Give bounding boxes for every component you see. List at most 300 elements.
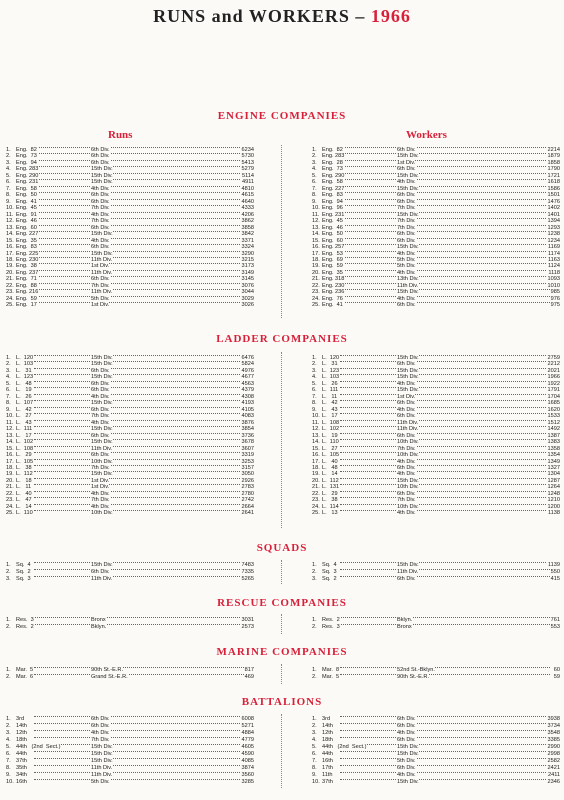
unit-name: L. 114 [322,503,339,510]
leader-dots [34,199,244,200]
count-value: 550 [550,569,560,575]
division: 7th Div. [397,224,416,231]
count-value: 4379 [241,387,254,394]
division: 4th Div. [397,458,416,465]
leader-dots [340,225,550,226]
division: 11th Div. [91,289,113,296]
division: 11th Div. [397,569,419,575]
division: 90th St.-E.R. [397,674,430,680]
unit-name: L. 120 [16,355,34,361]
rank-number: 14. [312,439,320,446]
count-value: 3149 [241,269,254,276]
division: 4th Div. [91,185,110,192]
count-value: 5730 [241,153,254,160]
leader-dots [340,751,550,752]
unit-name: Eng. 53 [322,250,343,257]
leader-dots [340,276,550,277]
leader-dots [340,459,550,460]
rank-number: 2. [6,153,11,160]
leader-dots [340,491,550,492]
unit-name: L. 38 [322,497,338,504]
rank-number: 9. [312,198,317,205]
division: 15th Div. [397,244,419,251]
rank-number: 8. [6,400,11,407]
unit-name: 35th [16,765,27,771]
unit-name: L. 19 [16,387,32,394]
leader-dots [340,758,550,759]
unit-name: Eng. 41 [322,302,343,309]
rank-number: 22. [312,282,320,289]
division: 6th Div. [91,147,110,153]
rank-number: 18. [312,464,320,471]
rank-number: 22. [6,490,14,497]
unit-name: L. 31 [322,361,338,368]
leader-dots [340,504,550,505]
rank-number: 2. [312,569,317,575]
count-value: 976 [550,295,560,302]
rank-number: 9. [312,406,317,413]
division: 7th Div. [91,282,110,289]
division: 11th Div. [91,772,113,778]
rank-number: 5. [312,380,317,387]
unit-name: Sq. 3 [16,576,31,582]
unit-name: Eng. 58 [16,185,37,192]
rank-number: 3. [6,159,11,166]
leader-dots [340,484,550,485]
leader-dots [34,674,244,675]
unit-name: Eng. 227 [16,231,39,238]
leader-dots [340,212,550,213]
rank-number: 8. [312,400,317,407]
count-value: 2780 [241,490,254,497]
list-item [312,576,560,583]
list-item [6,576,254,583]
leader-dots [34,667,244,668]
unit-name: L. 31 [16,367,32,374]
count-value: 2214 [547,147,560,153]
marine-heading: MARINE COMPANIES [216,646,348,658]
count-value: 1402 [547,205,560,212]
division: 4th Div. [91,393,110,400]
count-value: 2664 [241,503,254,510]
division: 7th Div. [91,464,110,471]
division: 15th Div. [397,562,419,568]
count-value: 4206 [241,211,254,218]
unit-name: L. 11 [16,484,32,491]
leader-dots [34,433,244,434]
division: 7th Div. [397,218,416,225]
count-value: 7335 [241,569,254,575]
rank-number: 14. [6,439,14,446]
leader-dots [34,218,244,219]
count-value: 2021 [547,367,560,374]
unit-name: 11th [322,772,333,778]
division: 6th Div. [397,413,416,420]
division: 11th Div. [397,419,419,426]
unit-name: Mar. 6 [16,674,34,680]
count-value: 1966 [547,374,560,381]
unit-name: Eng. 237 [16,269,39,276]
leader-dots [340,576,550,577]
leader-dots [34,355,244,356]
rank-number: 9. [6,406,11,413]
division: 10th Div. [91,510,113,517]
rank-number: 10. [312,779,320,785]
count-value: 3215 [241,256,254,263]
division: 11th Div. [91,765,113,771]
count-value: 1394 [547,218,560,225]
rank-number: 18. [312,256,320,263]
rank-number: 3. [6,367,11,374]
rank-number: 21. [6,484,14,491]
division: 15th Div. [91,439,113,446]
count-value: 761 [550,617,560,623]
unit-name: L. 29 [16,452,32,459]
unit-name: Eng. 231 [322,211,345,218]
division: 6th Div. [397,490,416,497]
leader-dots [340,381,550,382]
list-item [6,617,254,624]
count-value: 1922 [547,380,560,387]
rank-number: 20. [312,477,320,484]
unit-name: Eng. 82 [322,147,343,153]
unit-name: Mar. 8 [322,667,340,673]
leader-dots [34,772,244,773]
rank-number: 14. [312,231,320,238]
division: 1st Div. [91,263,110,270]
count-value: 3858 [241,224,254,231]
division: 11th Div. [397,282,419,289]
ladder-runs-list [6,355,254,517]
rank-number: 23. [6,497,14,504]
division: 15th Div. [397,779,419,785]
division: 4th Div. [397,730,416,736]
rank-number: 4. [312,374,317,381]
division: 4th Div. [91,490,110,497]
rescue-runs-list [6,617,254,631]
unit-name: L. 131 [322,484,340,491]
division: 90th St.-E.R. [91,667,124,673]
unit-name: Eng. 58 [322,179,343,186]
rank-number: 10. [6,779,14,785]
count-value: 985 [550,289,560,296]
leader-dots [340,361,550,362]
leader-dots [34,166,244,167]
division: 6th Div. [397,302,416,309]
unit-name: L. 17 [16,432,32,439]
unit-name: L. 120 [322,355,340,361]
count-value: 2998 [547,751,560,757]
division: 4th Div. [397,471,416,478]
rank-number: 12. [312,426,320,433]
unit-name: 44th (2nd Sect.) [16,744,61,750]
unit-name: L. 123 [322,367,340,374]
division: 1st Div. [397,159,416,166]
rank-number: 3. [6,730,11,736]
rank-number: 12. [312,218,320,225]
list-item [6,716,254,723]
unit-name: Eng. 236 [322,289,345,296]
count-value: 3031 [241,617,254,623]
count-value: 1327 [547,464,560,471]
unit-name: L. 26 [322,380,338,387]
division: Bklyn. [397,617,413,623]
leader-dots [34,257,244,258]
division: 5th Div. [397,263,416,270]
count-value: 1476 [547,198,560,205]
rank-number: 9. [6,772,11,778]
leader-dots [34,765,244,766]
unit-name: L. 17 [322,413,338,420]
count-value: 5265 [241,576,254,582]
list-item [6,674,254,681]
leader-dots [34,737,244,738]
count-value: 4640 [241,198,254,205]
list-item [312,667,560,674]
count-value: 1200 [547,503,560,510]
leader-dots [34,491,244,492]
leader-dots [34,368,244,369]
count-value: 2641 [241,510,254,517]
division: 6th Div. [397,400,416,407]
count-value: 1210 [547,497,560,504]
unit-name: Res. 2 [16,624,34,630]
count-value: 3157 [241,464,254,471]
rank-number: 4. [312,166,317,173]
unit-name: Eng. 60 [322,237,343,244]
division: 6th Div. [397,432,416,439]
rank-number: 3. [312,159,317,166]
battalions-heading: BATTALIONS [241,696,323,708]
division: 6th Div. [91,716,110,722]
unit-name: Eng. 71 [16,276,37,283]
rank-number: 7. [312,393,317,400]
leader-dots [34,617,244,618]
division: 6th Div. [397,192,416,199]
rank-number: 23. [312,497,320,504]
count-value: 3548 [547,730,560,736]
count-value: 2573 [241,624,254,630]
count-value: 3385 [547,737,560,743]
unit-name: L. 40 [322,458,338,465]
count-value: 4605 [241,744,254,750]
unit-name: Eng. 35 [16,237,37,244]
leader-dots [34,452,244,453]
division: 15th Div. [91,361,113,368]
leader-dots [340,302,550,303]
leader-dots [340,510,550,511]
count-value: 1238 [547,231,560,238]
leader-dots [340,296,550,297]
division: 6th Div. [91,276,110,283]
squads-workers-list [312,562,560,583]
rank-number: 3. [312,730,317,736]
list-item [6,723,254,730]
leader-dots [34,361,244,362]
count-value: 4615 [241,192,254,199]
division: 11th Div. [91,576,113,582]
rank-number: 19. [312,471,320,478]
leader-dots [340,497,550,498]
count-value: 1287 [547,477,560,484]
rank-number: 1. [312,355,317,361]
count-value: 2759 [547,355,560,361]
leader-dots [34,400,244,401]
count-value: 4779 [241,737,254,743]
rank-number: 20. [312,269,320,276]
division: 5th Div. [91,295,110,302]
rank-number: 5. [312,172,317,179]
list-item [6,751,254,758]
count-value: 3319 [241,452,254,459]
division: 6th Div. [91,198,110,205]
battalions-divider [281,714,282,788]
division: 6th Div. [91,406,110,413]
unit-name: L. 42 [322,400,338,407]
rank-number: 2. [312,674,317,680]
rank-number: 2. [312,723,317,729]
rank-number: 1. [6,147,11,153]
division: 15th Div. [397,172,419,179]
leader-dots [34,381,244,382]
division: 15th Div. [91,179,113,186]
unit-name: Eng. 59 [322,263,343,270]
leader-dots [340,737,550,738]
list-item [6,510,254,516]
division: 15th Div. [91,374,113,381]
unit-name: L. 11 [322,393,338,400]
list-item [6,779,254,786]
leader-dots [34,478,244,479]
count-value: 975 [550,302,560,309]
leader-dots [34,751,244,752]
leader-dots [340,772,550,773]
unit-name: L. 111 [16,426,33,433]
unit-name: Eng. 35 [322,269,343,276]
unit-name: 18th [322,737,333,743]
unit-name: Sq. 2 [322,576,337,582]
leader-dots [340,218,550,219]
count-value: 7483 [241,562,254,568]
leader-dots [34,244,244,245]
count-value: 60 [553,667,560,673]
leader-dots [340,413,550,414]
count-value: 2411 [547,772,560,778]
unit-name: 14th [16,723,27,729]
count-value: 3736 [241,432,254,439]
unit-name: Eng. 290 [16,172,39,179]
division: 5th Div. [397,256,416,263]
rank-number: 21. [312,484,320,491]
unit-name: L. 48 [322,464,338,471]
division: 11th Div. [91,256,113,263]
rank-number: 1. [6,617,11,623]
unit-name: Res. 3 [16,617,34,623]
division: 4th Div. [397,406,416,413]
unit-name: 12th [322,730,333,736]
leader-dots [34,439,244,440]
division: 4th Div. [91,419,110,426]
leader-dots [34,212,244,213]
count-value: 3044 [241,289,254,296]
rescue-divider [281,614,282,634]
leader-dots [340,355,550,356]
rank-number: 25. [312,510,320,517]
leader-dots [34,225,244,226]
division: 11th Div. [91,269,113,276]
leader-dots [340,723,550,724]
rank-number: 20. [6,477,14,484]
rank-number: 20. [6,269,14,276]
unit-name: Eng. 231 [16,179,39,186]
leader-dots [34,497,244,498]
unit-name: L. 123 [16,374,34,381]
count-value: 1163 [547,256,560,263]
division: 15th Div. [397,751,419,757]
division: 6th Div. [397,464,416,471]
unit-name: Eng. 73 [322,166,343,173]
leader-dots [340,186,550,187]
leader-dots [340,263,550,264]
unit-name: Eng. 96 [322,205,343,212]
division: 11th Div. [397,426,419,433]
list-item [312,562,560,569]
count-value: 2990 [547,744,560,750]
unit-name: L. 26 [16,393,32,400]
unit-name: L. 110 [16,510,33,517]
rank-number: 17. [312,458,320,465]
list-item [312,751,560,758]
rank-number: 14. [6,231,14,238]
squads-divider [281,560,282,584]
unit-name: Eng. 50 [322,231,343,238]
unit-name: Eng. 50 [16,192,37,199]
leader-dots [34,562,244,563]
leader-dots [340,465,550,466]
rank-number: 1. [312,617,317,623]
rank-number: 12. [6,218,14,225]
count-value: 1618 [547,179,560,186]
count-value: 3145 [241,276,254,283]
rank-number: 19. [312,263,320,270]
leader-dots [34,413,244,414]
list-item [312,765,560,772]
leader-dots [340,394,550,395]
division: 15th Div. [91,758,113,764]
leader-dots [34,205,244,206]
rank-number: 10. [312,205,320,212]
unit-name: L. 43 [322,406,338,413]
count-value: 1358 [547,445,560,452]
division: 6th Div. [91,380,110,387]
rank-number: 21. [312,276,320,283]
division: 15th Div. [397,374,419,381]
division: 15th Div. [397,355,419,361]
unit-name: L. 43 [16,419,32,426]
rank-number: 5. [6,172,11,179]
rank-number: 1. [312,562,317,568]
division: 15th Div. [91,562,113,568]
rank-number: 5. [312,744,317,750]
unit-name: L. 47 [16,497,32,504]
unit-name: L. 29 [322,490,338,497]
leader-dots [34,484,244,485]
rank-number: 12. [6,426,14,433]
division: 6th Div. [91,224,110,231]
runs-label: Runs [108,129,133,141]
list-item [6,737,254,744]
rank-number: 15. [312,237,320,244]
